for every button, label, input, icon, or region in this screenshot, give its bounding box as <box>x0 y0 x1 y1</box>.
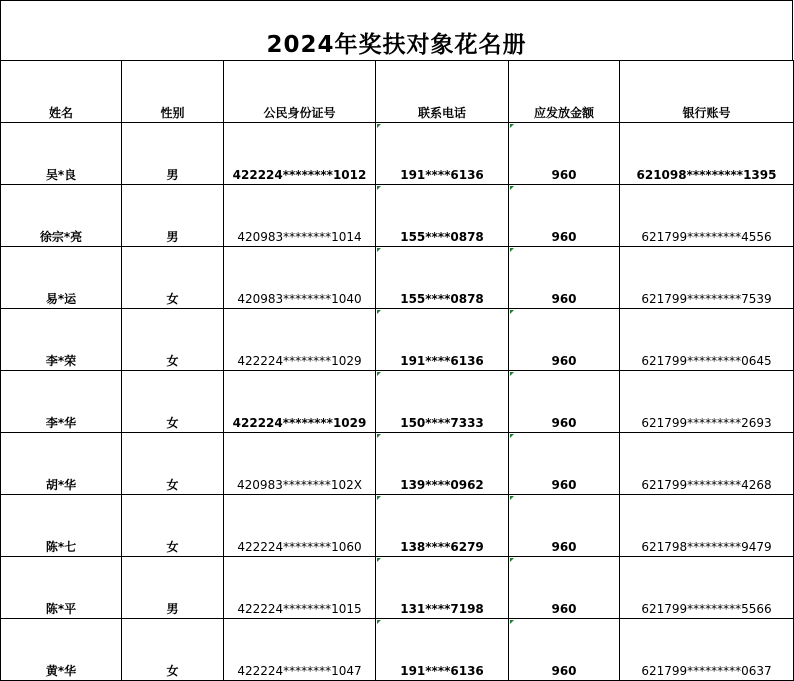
cell-gender[interactable]: 女 <box>122 495 224 557</box>
cell-bank-account[interactable]: 621799*********5566 <box>620 557 794 619</box>
cell-phone[interactable]: 191****6136 <box>376 123 509 185</box>
cell-phone[interactable]: 191****6136 <box>376 619 509 681</box>
cell-bank-account[interactable]: 621799*********2693 <box>620 371 794 433</box>
cell-gender[interactable]: 男 <box>122 185 224 247</box>
cell-phone[interactable]: 155****0878 <box>376 185 509 247</box>
cell-phone[interactable]: 139****0962 <box>376 433 509 495</box>
table-row <box>1 185 794 247</box>
cell-gender[interactable]: 女 <box>122 247 224 309</box>
cell-gender[interactable]: 男 <box>122 123 224 185</box>
cell-phone[interactable]: 138****6279 <box>376 495 509 557</box>
cell-name[interactable]: 黄*华 <box>1 619 122 681</box>
cell-gender[interactable]: 女 <box>122 433 224 495</box>
cell-gender[interactable]: 男 <box>122 557 224 619</box>
cell-id-number[interactable]: 422224********1060 <box>224 495 376 557</box>
table-row <box>1 309 794 371</box>
cell-name[interactable]: 陈*平 <box>1 557 122 619</box>
cell-bank-account[interactable]: 621799*********7539 <box>620 247 794 309</box>
table-row <box>1 371 794 433</box>
cell-id-number[interactable]: 422224********1029 <box>224 371 376 433</box>
cell-name[interactable]: 徐宗*亮 <box>1 185 122 247</box>
table-row <box>1 247 794 309</box>
header-id-number[interactable]: 公民身份证号 <box>224 61 376 123</box>
cell-bank-account[interactable]: 621799*********0645 <box>620 309 794 371</box>
cell-gender[interactable]: 女 <box>122 309 224 371</box>
cell-phone[interactable]: 131****7198 <box>376 557 509 619</box>
cell-amount[interactable]: 960 <box>509 557 620 619</box>
roster-table <box>0 60 794 681</box>
table-row <box>1 123 794 185</box>
header-row <box>1 61 794 123</box>
cell-bank-account[interactable]: 621098*********1395 <box>620 123 794 185</box>
cell-name[interactable]: 李*华 <box>1 371 122 433</box>
cell-bank-account[interactable]: 621799*********4268 <box>620 433 794 495</box>
cell-id-number[interactable]: 422224********1029 <box>224 309 376 371</box>
cell-phone[interactable]: 155****0878 <box>376 247 509 309</box>
table-row <box>1 433 794 495</box>
cell-amount[interactable]: 960 <box>509 309 620 371</box>
cell-bank-account[interactable]: 621798*********9479 <box>620 495 794 557</box>
cell-bank-account[interactable]: 621799*********4556 <box>620 185 794 247</box>
cell-id-number[interactable]: 422224********1012 <box>224 123 376 185</box>
cell-amount[interactable]: 960 <box>509 371 620 433</box>
cell-id-number[interactable]: 420983********102X <box>224 433 376 495</box>
cell-id-number[interactable]: 420983********1040 <box>224 247 376 309</box>
cell-amount[interactable]: 960 <box>509 495 620 557</box>
cell-amount[interactable]: 960 <box>509 619 620 681</box>
cell-name[interactable]: 李*荣 <box>1 309 122 371</box>
table-row <box>1 557 794 619</box>
cell-amount[interactable]: 960 <box>509 247 620 309</box>
cell-amount[interactable]: 960 <box>509 185 620 247</box>
cell-name[interactable]: 胡*华 <box>1 433 122 495</box>
table-row <box>1 619 794 681</box>
cell-id-number[interactable]: 422224********1047 <box>224 619 376 681</box>
cell-phone[interactable]: 150****7333 <box>376 371 509 433</box>
header-gender[interactable]: 性别 <box>122 61 224 123</box>
header-amount[interactable]: 应发放金额 <box>509 61 620 123</box>
cell-amount[interactable]: 960 <box>509 123 620 185</box>
header-phone[interactable]: 联系电话 <box>376 61 509 123</box>
header-name[interactable]: 姓名 <box>1 61 122 123</box>
cell-bank-account[interactable]: 621799*********0637 <box>620 619 794 681</box>
cell-gender[interactable]: 女 <box>122 371 224 433</box>
cell-gender[interactable]: 女 <box>122 619 224 681</box>
cell-name[interactable]: 吴*良 <box>1 123 122 185</box>
table-row <box>1 495 794 557</box>
header-bank-account[interactable]: 银行账号 <box>620 61 794 123</box>
cell-name[interactable]: 易*运 <box>1 247 122 309</box>
cell-phone[interactable]: 191****6136 <box>376 309 509 371</box>
cell-name[interactable]: 陈*七 <box>1 495 122 557</box>
sheet-title: 2024年奖扶对象花名册 <box>0 0 793 60</box>
cell-id-number[interactable]: 422224********1015 <box>224 557 376 619</box>
cell-id-number[interactable]: 420983********1014 <box>224 185 376 247</box>
cell-amount[interactable]: 960 <box>509 433 620 495</box>
